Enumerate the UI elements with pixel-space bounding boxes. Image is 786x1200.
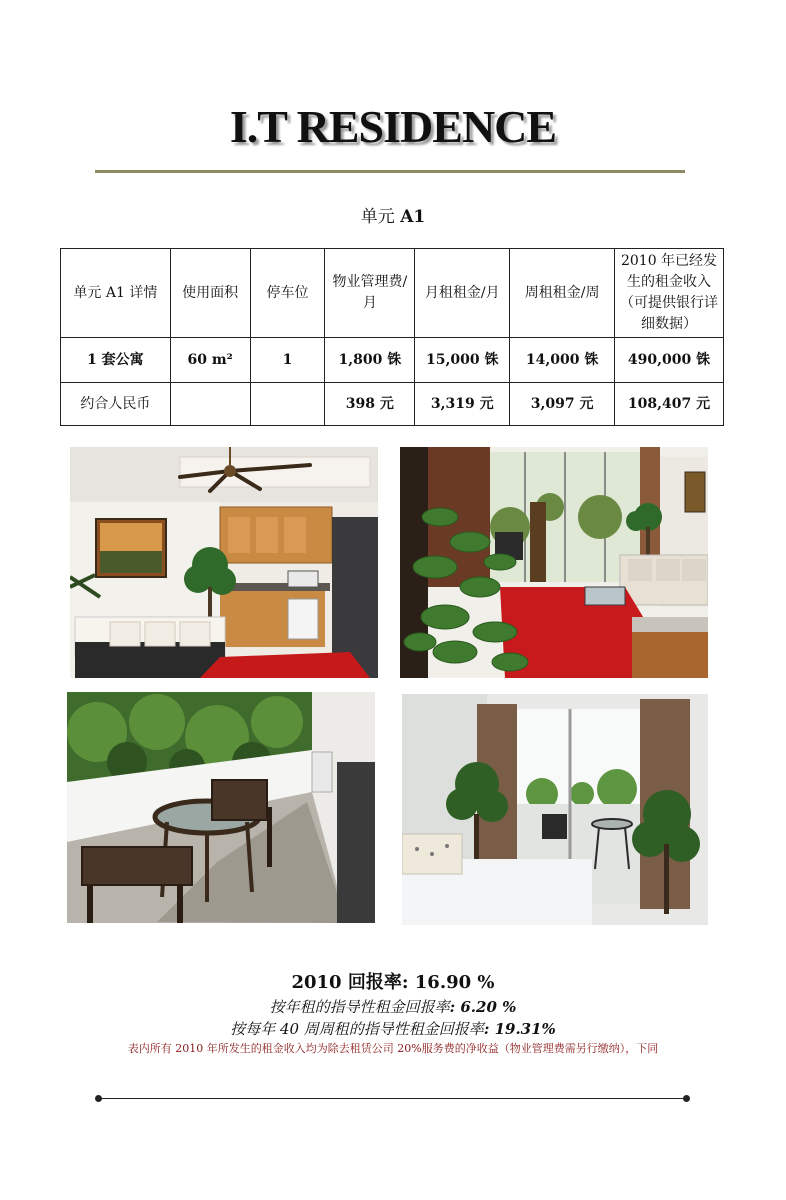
returns-section xyxy=(0,970,786,1058)
table-header-row xyxy=(61,249,724,338)
table-cell: 1,800 铢 xyxy=(325,338,415,383)
table-cell: 14,000 铢 xyxy=(510,338,615,383)
table-cell: 490,000 铢 xyxy=(615,338,724,383)
unit-code: A1 xyxy=(400,207,426,227)
table-cell: 15,000 铢 xyxy=(415,338,510,383)
monthly-return-value: : 6.20 % xyxy=(449,998,517,1016)
living-room-window-photo xyxy=(400,447,708,678)
table-row xyxy=(61,338,724,383)
monthly-return-line xyxy=(0,996,786,1018)
table-cell xyxy=(250,383,325,426)
header-cell: 单元 A1 详情 xyxy=(61,249,171,338)
return-rate-label: 2010 回报率: xyxy=(291,972,415,993)
rule-right-dot xyxy=(683,1095,690,1102)
weekly-return-label: 按每年 40 周周租的指导性租金回报率 xyxy=(230,1020,484,1038)
bedroom-photo xyxy=(402,694,708,925)
header-cell: 使用面积 xyxy=(170,249,250,338)
table-cell: 108,407 元 xyxy=(615,383,724,426)
unit-details-table xyxy=(60,248,724,426)
bottom-rule xyxy=(98,1098,686,1099)
table-cell: 60 m² xyxy=(170,338,250,383)
header-cell: 2010 年已经发生的租金收入（可提供银行详细数据） xyxy=(615,249,724,338)
weekly-return-line xyxy=(0,1018,786,1040)
table-cell: 1 xyxy=(250,338,325,383)
table-cell: 398 元 xyxy=(325,383,415,426)
table-cell: 3,319 元 xyxy=(415,383,510,426)
header-cell: 周租租金/周 xyxy=(510,249,615,338)
table-cell: 约合人民币 xyxy=(61,383,171,426)
return-rate-line xyxy=(0,970,786,996)
unit-label: 单元 xyxy=(360,207,401,227)
table-cell: 3,097 元 xyxy=(510,383,615,426)
table-cell: 1 套公寓 xyxy=(61,338,171,383)
weekly-return-value: : 19.31% xyxy=(483,1020,556,1038)
table-cell xyxy=(170,383,250,426)
table-row xyxy=(61,383,724,426)
header-cell: 月租租金/月 xyxy=(415,249,510,338)
title-underline xyxy=(95,170,685,173)
footnote: 表内所有 2010 年所发生的租金收入均为除去租赁公司 20%服务费的净收益（物业管理费需另行缴纳），下同 xyxy=(127,1042,659,1055)
header-cell: 物业管理费/月 xyxy=(325,249,415,338)
header-cell: 停车位 xyxy=(250,249,325,338)
living-room-kitchen-photo xyxy=(70,447,378,678)
unit-heading xyxy=(0,202,786,227)
page-title: I.T RESIDENCE xyxy=(229,101,557,152)
balcony-photo xyxy=(67,692,375,923)
return-rate-value: 16.90 % xyxy=(414,972,495,993)
monthly-return-label: 按年租的指导性租金回报率 xyxy=(269,998,450,1016)
